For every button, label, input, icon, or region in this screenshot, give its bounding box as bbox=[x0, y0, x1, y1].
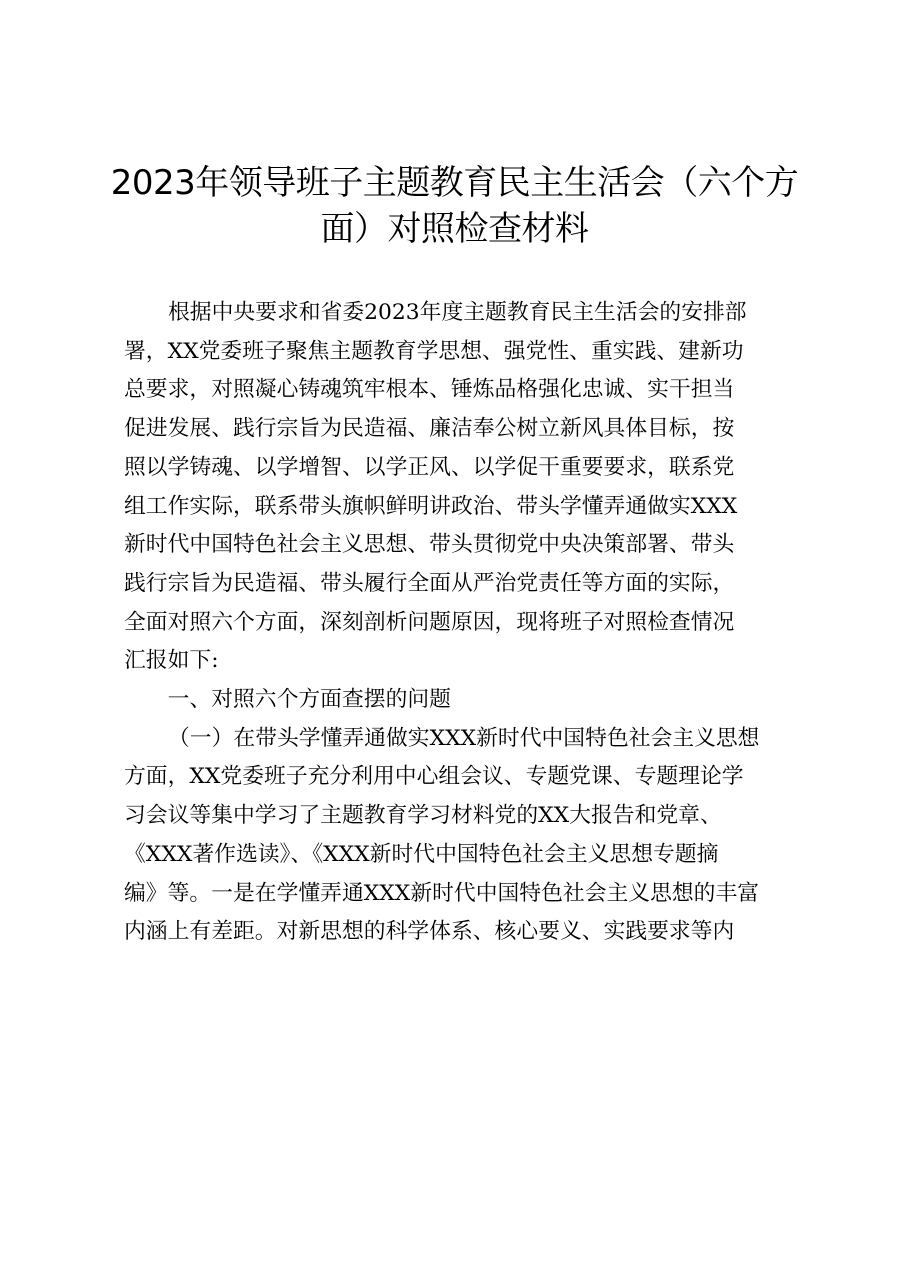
paragraph-line: 新时代中国特色社会主义思想、带头贯彻党中央决策部署、带头 bbox=[124, 532, 735, 558]
title-line: 面）对照检查材料 bbox=[320, 209, 589, 249]
section-paragraph bbox=[124, 720, 814, 952]
paragraph-line: （一）在带头学懂弄通做实XXX新时代中国特色社会主义思想 bbox=[168, 725, 760, 751]
intro-paragraph bbox=[124, 294, 814, 681]
document-title bbox=[110, 160, 799, 252]
paragraph-line: 方面，XX党委班子充分利用中心组会议、专题党课、专题理论学 bbox=[124, 764, 744, 790]
section-heading: 一、对照六个方面查摆的问题 bbox=[167, 687, 451, 713]
paragraph-line: 汇报如下: bbox=[124, 648, 219, 674]
document-body bbox=[124, 294, 814, 952]
paragraph-line: 照以学铸魂、以学增智、以学正风、以学促干重要要求，联系党 bbox=[124, 454, 735, 480]
paragraph-line: 践行宗旨为民造福、带头履行全面从严治党责任等方面的实际， bbox=[124, 570, 735, 596]
paragraph-line: 《XXX著作选读》、《XXX新时代中国特色社会主义思想专题摘 bbox=[124, 841, 719, 867]
paragraph-line: 全面对照六个方面，深刻剖析问题原因，现将班子对照检查情况 bbox=[124, 609, 735, 635]
paragraph-line: 习会议等集中学习了主题教育学习材料党的XX大报告和党章、 bbox=[124, 803, 722, 829]
paragraph-line: 促进发展、践行宗旨为民造福、廉洁奉公树立新风具体目标，按 bbox=[124, 416, 735, 442]
paragraph-line: 内涵上有差距。对新思想的科学体系、核心要义、实践要求等内 bbox=[124, 919, 735, 945]
paragraph-line: 组工作实际，联系带头旗帜鲜明讲政治、带头学懂弄通做实XXX bbox=[124, 493, 738, 519]
paragraph-line: 署，XX党委班子聚焦主题教育学思想、强党性、重实践、建新功 bbox=[124, 338, 744, 364]
paragraph-line: 根据中央要求和省委2023年度主题教育民主生活会的安排部 bbox=[168, 300, 747, 325]
title-line: 2023年领导班子主题教育民主生活会（六个方 bbox=[110, 163, 799, 203]
paragraph-line: 编》等。一是在学懂弄通XXX新时代中国特色社会主义思想的丰富 bbox=[124, 880, 760, 906]
paragraph-line: 总要求，对照凝心铸魂筑牢根本、锤炼品格强化忠诚、实干担当 bbox=[124, 377, 735, 403]
